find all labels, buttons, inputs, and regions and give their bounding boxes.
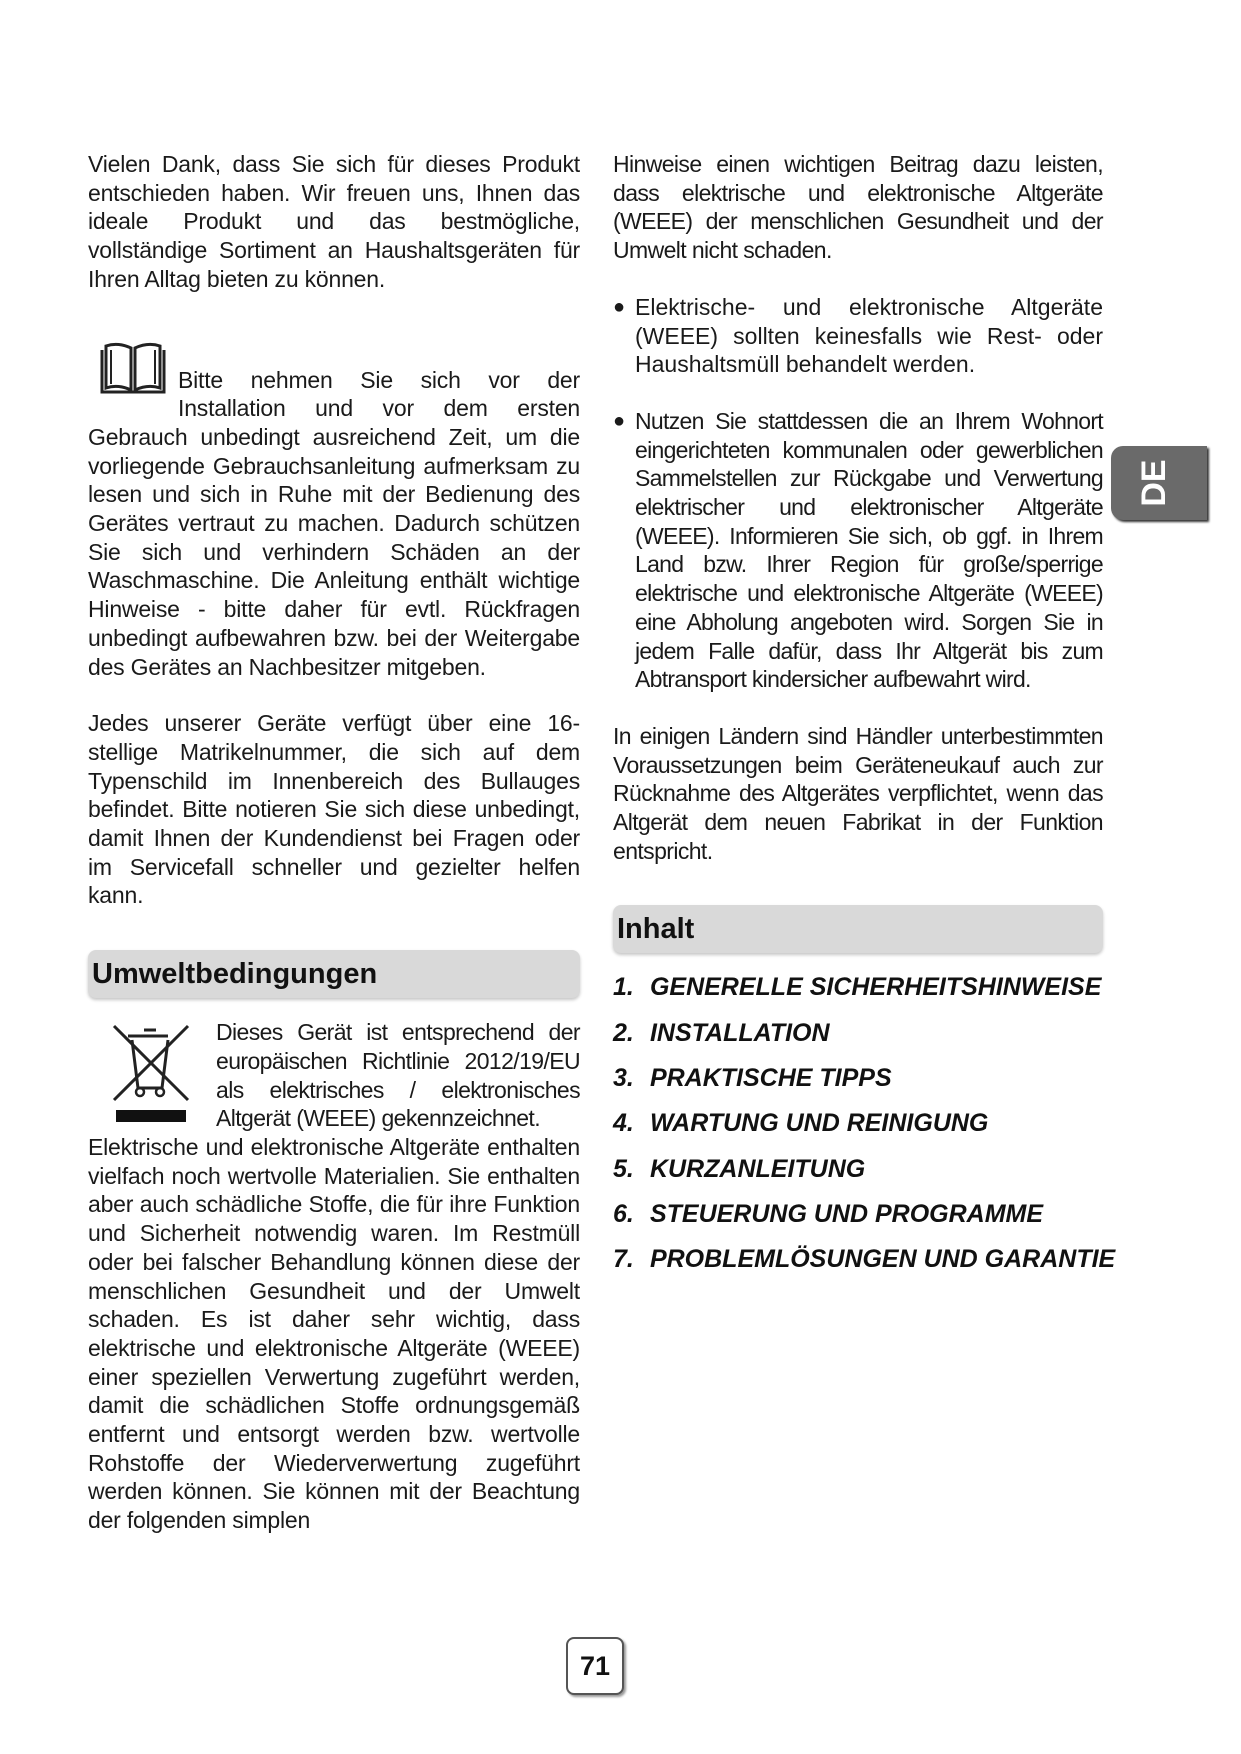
serial-number-paragraph: Jedes unserer Geräte verfügt über eine 16-stellige Matrikelnummer, die sich auf dem Typenschild im Innenbereich des Bullauges befindet. Bitte notieren Sie sich diese unbedingt, damit Ihnen der Kundendienst bei Fragen oder im Servicefall schneller und gezielter helfen kann.	[88, 710, 580, 909]
bullet-item	[613, 407, 1103, 694]
bullet-text: Nutzen Sie stattdessen die an Ihrem Wohnort eingerichteten kommunalen oder gewerblichen Sammelstellen zur Rückgabe und Verwertung elektrischer und elektronischer Altgeräte (WEEE). Informieren Sie sich, ob ggf. in Ihrem Land bzw. Ihrer Region für große/sperrige elektrische und elektronische Altgeräte (WEEE) eine Abholung angeboten wird. Sorgen Sie in jedem Falle dafür, dass Ihr Altgerät bis zum Abtransport kindersicher aufbewahrt wird.	[635, 407, 1103, 693]
weee-paragraph: Elektrische und elektronische Altgeräte enthalten vielfach noch wertvolle Materialien. Sie enthalten aber auch schädliche Stoffe, die für ihre Funktion und Sicherheit notwendig waren. Im Restmüll oder bei falscher Behandlung können diese der menschlichen Gesundheit und der Umwelt schaden. Es ist daher sehr wichtig, dass elektrische und elektronische Altgeräte (WEEE) einer speziellen Verwertung zugeführt werden, damit die schädlichen Stoffe ordnungsgemäß entfernt und entsorgt werden bzw. wertvolle Rohstoffe der Wiederverwertung zugeführt werden können. Sie können mit der Beachtung der folgenden simplen	[88, 1133, 580, 1534]
toc-item[interactable]: 7. PROBLEMLÖSUNGEN UND GARANTIE	[613, 1245, 1116, 1274]
book-icon	[98, 338, 168, 398]
bullet-dot: ●	[613, 409, 625, 432]
page-number: 71	[566, 1637, 624, 1695]
table-of-contents	[613, 965, 1116, 1282]
weee-block	[88, 1018, 580, 1535]
retailer-paragraph: In einigen Ländern sind Händler unterbestimmten Voraussetzungen beim Geräteneukauf auch zur Rücknahme des Altgerätes verpflichtet, wenn das Altgerät dem neuen Fabrikat in der Funktion entspricht.	[613, 722, 1103, 864]
toc-item[interactable]: 2. INSTALLATION	[613, 1018, 830, 1047]
language-tab-label: DE	[1135, 459, 1173, 507]
continuation-paragraph: Hinweise einen wichtigen Beitrag dazu leisten, dass elektrische und elektronische Altgeräte (WEEE) der menschlichen Gesundheit und der Umwelt nicht schaden.	[613, 151, 1103, 264]
crossed-out-wheelie-bin-icon	[108, 1022, 194, 1126]
weee-label-paragraph: Dieses Gerät ist entsprechend der europäischen Richtlinie 2012/19/EU als elektrisches / elektronisches Altgerät (WEEE) gekennzeichnet.	[216, 1019, 580, 1132]
intro-paragraph: Vielen Dank, dass Sie sich für dieses Produkt entschieden haben. Wir freuen uns, Ihnen das ideale Produkt und das bestmögliche, vollständige Sortiment an Haushaltsgeräten für Ihren Alltag bieten zu können.	[88, 151, 580, 292]
toc-item[interactable]: 4. WARTUNG UND REINIGUNG	[613, 1109, 989, 1138]
language-tab	[1111, 446, 1207, 520]
manual-notice-paragraph: Bitte nehmen Sie sich vor der Installation und vor dem ersten Gebrauch unbedingt ausreichend Zeit, um die vorliegende Gebrauchsanleitung aufmerksam zu lesen und sich in Ruhe mit der Bedienung des Gerätes vertraut zu machen. Dadurch schützen Sie sich und verhindern Schäden an der Waschmaschine. Die Anleitung enthält wichtige Hinweise - bitte daher für evtl. Rückfragen unbedingt aufbewahren bzw. bei der Weitergabe des Gerätes an Nachbesitzer mitgeben.	[88, 366, 580, 680]
bullet-dot: ●	[613, 295, 626, 318]
bullet-item	[613, 293, 1103, 379]
environment-heading: Umweltbedingungen	[88, 950, 580, 998]
contents-heading: Inhalt	[613, 905, 1103, 953]
manual-notice-block	[88, 334, 580, 682]
toc-item[interactable]: 3. PRAKTISCHE TIPPS	[613, 1064, 892, 1093]
left-column	[88, 150, 580, 1535]
toc-item[interactable]: 6. STEUERUNG UND PROGRAMME	[613, 1199, 1044, 1228]
toc-item[interactable]: 1. GENERELLE SICHERHEITSHINWEISE	[613, 973, 1102, 1002]
right-column	[613, 150, 1116, 1283]
toc-item[interactable]: 5. KURZANLEITUNG	[613, 1154, 866, 1183]
bullet-text: Elektrische- und elektronische Altgeräte (WEEE) sollten keinesfalls wie Rest- oder Haushaltsmüll behandelt werden.	[635, 293, 1103, 378]
